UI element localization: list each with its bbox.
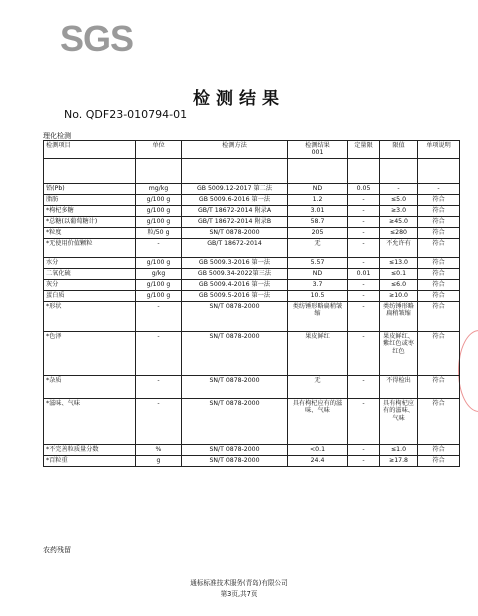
table-cell: - xyxy=(348,375,380,398)
table-row xyxy=(44,301,460,331)
table-cell: *无使用价值颗粒 xyxy=(44,238,136,257)
table-cell: 二氧化硫 xyxy=(44,268,136,279)
report-number: No. QDF23-010794-01 xyxy=(64,108,188,121)
table-cell: g/100 g xyxy=(136,194,182,205)
table-cell: GB 5009.12-2017 第二法 xyxy=(182,183,288,194)
table-cell: 205 xyxy=(288,227,348,238)
table-row xyxy=(44,444,460,455)
table-cell: 符合 xyxy=(418,375,460,398)
table-row xyxy=(44,216,460,227)
table-cell: 符合 xyxy=(418,444,460,455)
table-row xyxy=(44,183,460,194)
page-title: 检测结果 xyxy=(193,89,285,109)
table-cell: 符合 xyxy=(418,194,460,205)
table-cell: 3.7 xyxy=(288,279,348,290)
table-cell: SN/T 0878-2000 xyxy=(182,301,288,331)
table-cell: SN/T 0878-2000 xyxy=(182,455,288,466)
table-cell: - xyxy=(136,398,182,444)
table-cell: 符合 xyxy=(418,331,460,375)
table-cell: 符合 xyxy=(418,227,460,238)
table-cell: 不得检出 xyxy=(380,375,418,398)
table-cell: 铅(Pb) xyxy=(44,183,136,194)
table-cell: 灰分 xyxy=(44,279,136,290)
table-cell: 0.05 xyxy=(348,183,380,194)
table-cell: 符合 xyxy=(418,216,460,227)
table-cell: 符合 xyxy=(418,238,460,257)
table-row xyxy=(44,455,460,466)
table-cell: 符合 xyxy=(418,268,460,279)
table-cell: - xyxy=(348,194,380,205)
table-cell: GB 5009.5-2016 第一法 xyxy=(182,290,288,301)
table-cell: ND xyxy=(288,183,348,194)
header-method: 检测方法 xyxy=(182,141,288,159)
table-row xyxy=(44,238,460,257)
table-cell: g/100 g xyxy=(136,216,182,227)
table-cell: ≤5.0 xyxy=(380,194,418,205)
table-cell: 果皮鲜红、紫红色或枣红色 xyxy=(380,331,418,375)
table-cell: 类纺锤形略扁稍皱缩 xyxy=(380,301,418,331)
table-row xyxy=(44,375,460,398)
table-cell: - xyxy=(348,444,380,455)
table-cell: SN/T 0878-2000 xyxy=(182,227,288,238)
table-cell: - xyxy=(348,301,380,331)
table-cell: - xyxy=(418,183,460,194)
table-cell: 符合 xyxy=(418,257,460,268)
table-cell: - xyxy=(136,331,182,375)
table-cell: GB 5009.4-2016 第一法 xyxy=(182,279,288,290)
table-cell: ≥45.0 xyxy=(380,216,418,227)
table-cell: 无 xyxy=(288,375,348,398)
table-cell: 1.2 xyxy=(288,194,348,205)
table-cell: % xyxy=(136,444,182,455)
red-stamp xyxy=(458,330,478,412)
table-cell: *不完善粒质量分数 xyxy=(44,444,136,455)
table-cell: ND xyxy=(288,268,348,279)
table-cell: 粒/50 g xyxy=(136,227,182,238)
table-cell: SN/T 0878-2000 xyxy=(182,444,288,455)
table-cell: SN/T 0878-2000 xyxy=(182,398,288,444)
table-cell: ≥17.8 xyxy=(380,455,418,466)
table-cell: g/100 g xyxy=(136,257,182,268)
table-cell: mg/kg xyxy=(136,183,182,194)
footer-page-number: 第3页,共7页 xyxy=(220,590,258,598)
table-row xyxy=(44,257,460,268)
table-cell: 符合 xyxy=(418,398,460,444)
table-cell: GB 5009.34-2022第三法 xyxy=(182,268,288,279)
table-cell: *粒度 xyxy=(44,227,136,238)
header-conclusion: 单项说明 xyxy=(418,141,460,159)
table-row xyxy=(44,268,460,279)
table-cell: SN/T 0878-2000 xyxy=(182,375,288,398)
table-cell: *滋味、气味 xyxy=(44,398,136,444)
table-cell: GB/T 18672-2014 xyxy=(182,238,288,257)
next-section-label: 农药残留 xyxy=(43,546,71,554)
table-cell: *百粒重 xyxy=(44,455,136,466)
table-row xyxy=(44,227,460,238)
table-cell: ≤6.0 xyxy=(380,279,418,290)
svg-text:SGS: SGS xyxy=(60,20,134,56)
table-cell: GB/T 18672-2014 附录A xyxy=(182,205,288,216)
table-spacer-row xyxy=(44,158,460,183)
table-cell: - xyxy=(348,455,380,466)
table-cell: 蛋白质 xyxy=(44,290,136,301)
table-cell: ≤1.0 xyxy=(380,444,418,455)
table-cell: 符合 xyxy=(418,290,460,301)
table-cell: ≥10.0 xyxy=(380,290,418,301)
header-item: 检测项目 xyxy=(44,141,136,159)
table-cell: 脂肪 xyxy=(44,194,136,205)
table-cell: 24.4 xyxy=(288,455,348,466)
table-cell: 3.01 xyxy=(288,205,348,216)
table-cell: - xyxy=(348,398,380,444)
table-cell: - xyxy=(348,257,380,268)
table-cell: - xyxy=(348,216,380,227)
table-cell: - xyxy=(380,183,418,194)
table-cell: - xyxy=(348,331,380,375)
sgs-logo xyxy=(58,20,138,56)
table-cell: 58.7 xyxy=(288,216,348,227)
table-header-row xyxy=(44,141,460,159)
table-cell: *杂质 xyxy=(44,375,136,398)
table-cell: - xyxy=(348,238,380,257)
table-cell: g/kg xyxy=(136,268,182,279)
table-cell: - xyxy=(136,238,182,257)
footer-company: 通标标准技术服务(青岛)有限公司 xyxy=(190,579,288,587)
table-cell: 具有枸杞应有的滋味、气味 xyxy=(380,398,418,444)
table-row xyxy=(44,205,460,216)
table-cell: 具有枸杞应有的滋味、气味 xyxy=(288,398,348,444)
results-table xyxy=(43,140,460,467)
table-cell: 无 xyxy=(288,238,348,257)
table-cell: g/100 g xyxy=(136,205,182,216)
table-cell: 符合 xyxy=(418,205,460,216)
header-unit: 单位 xyxy=(136,141,182,159)
table-cell: <0.1 xyxy=(288,444,348,455)
table-cell: GB/T 18672-2014 附录B xyxy=(182,216,288,227)
table-cell: - xyxy=(136,301,182,331)
table-cell: 0.01 xyxy=(348,268,380,279)
table-row xyxy=(44,194,460,205)
table-row xyxy=(44,398,460,444)
table-cell: ≥3.0 xyxy=(380,205,418,216)
header-limit: 限值 xyxy=(380,141,418,159)
table-cell: - xyxy=(348,227,380,238)
section-label: 理化检测 xyxy=(43,132,71,140)
table-cell: g/100 g xyxy=(136,279,182,290)
table-cell: 5.57 xyxy=(288,257,348,268)
table-cell: - xyxy=(348,290,380,301)
table-cell: *形状 xyxy=(44,301,136,331)
table-cell: 不允许有 xyxy=(380,238,418,257)
table-cell: ≤280 xyxy=(380,227,418,238)
table-cell: *枸杞多糖 xyxy=(44,205,136,216)
table-cell: ≤13.0 xyxy=(380,257,418,268)
header-loq: 定量限 xyxy=(348,141,380,159)
table-cell: 类纺锤形略扁稍皱缩 xyxy=(288,301,348,331)
table-cell: 符合 xyxy=(418,279,460,290)
table-cell: g/100 g xyxy=(136,290,182,301)
table-cell: 水分 xyxy=(44,257,136,268)
table-cell: - xyxy=(136,375,182,398)
table-row xyxy=(44,290,460,301)
table-cell: - xyxy=(348,205,380,216)
table-cell: GB 5009.6-2016 第一法 xyxy=(182,194,288,205)
table-row xyxy=(44,279,460,290)
table-cell: *总糖(以葡萄糖计) xyxy=(44,216,136,227)
header-result: 检测结果 001 xyxy=(288,141,348,159)
table-cell: - xyxy=(348,279,380,290)
table-cell: g xyxy=(136,455,182,466)
table-row xyxy=(44,331,460,375)
table-cell: *色泽 xyxy=(44,331,136,375)
table-cell: ≤0.1 xyxy=(380,268,418,279)
table-cell: 10.5 xyxy=(288,290,348,301)
table-cell: 符合 xyxy=(418,455,460,466)
table-cell: 果皮鲜红 xyxy=(288,331,348,375)
table-cell: GB 5009.3-2016 第一法 xyxy=(182,257,288,268)
table-cell: 符合 xyxy=(418,301,460,331)
table-cell: SN/T 0878-2000 xyxy=(182,331,288,375)
